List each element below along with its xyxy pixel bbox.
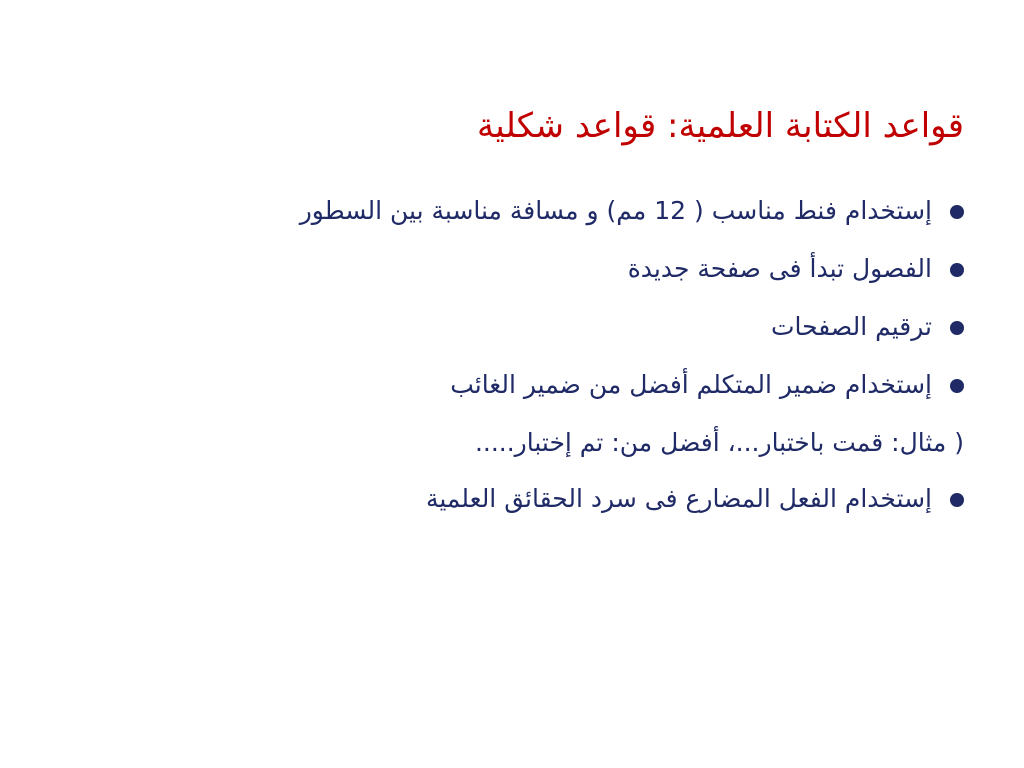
bullet-text: إستخدام فنط مناسب ( 12 مم) و مسافة مناسبة بين السطور [299,196,932,225]
slide-title: قواعد الكتابة العلمية: قواعد شكلية [477,106,964,146]
example-text: ( مثال: قمت باختبار...، أفضل من: تم إختبار..... [474,428,964,457]
bullet-dot-icon [950,205,964,219]
bullet-item-first-person [84,362,964,420]
bullet-text: إستخدام الفعل المضارع فى سرد الحقائق العلمية [425,484,932,513]
bullet-dot-icon [950,263,964,277]
bullet-list [84,188,964,534]
bullet-item-chapters [84,246,964,304]
bullet-dot-icon [950,321,964,335]
bullet-dot-icon [950,379,964,393]
bullet-text: إستخدام ضمير المتكلم أفضل من ضمير الغائب [450,370,932,399]
bullet-text: الفصول تبدأ فى صفحة جديدة [627,254,932,283]
bullet-item-font-spacing [84,188,964,246]
example-line [84,420,964,476]
bullet-item-present-tense [84,476,964,534]
bullet-text: ترقيم الصفحات [770,312,932,341]
bullet-item-page-numbering [84,304,964,362]
bullet-dot-icon [950,493,964,507]
